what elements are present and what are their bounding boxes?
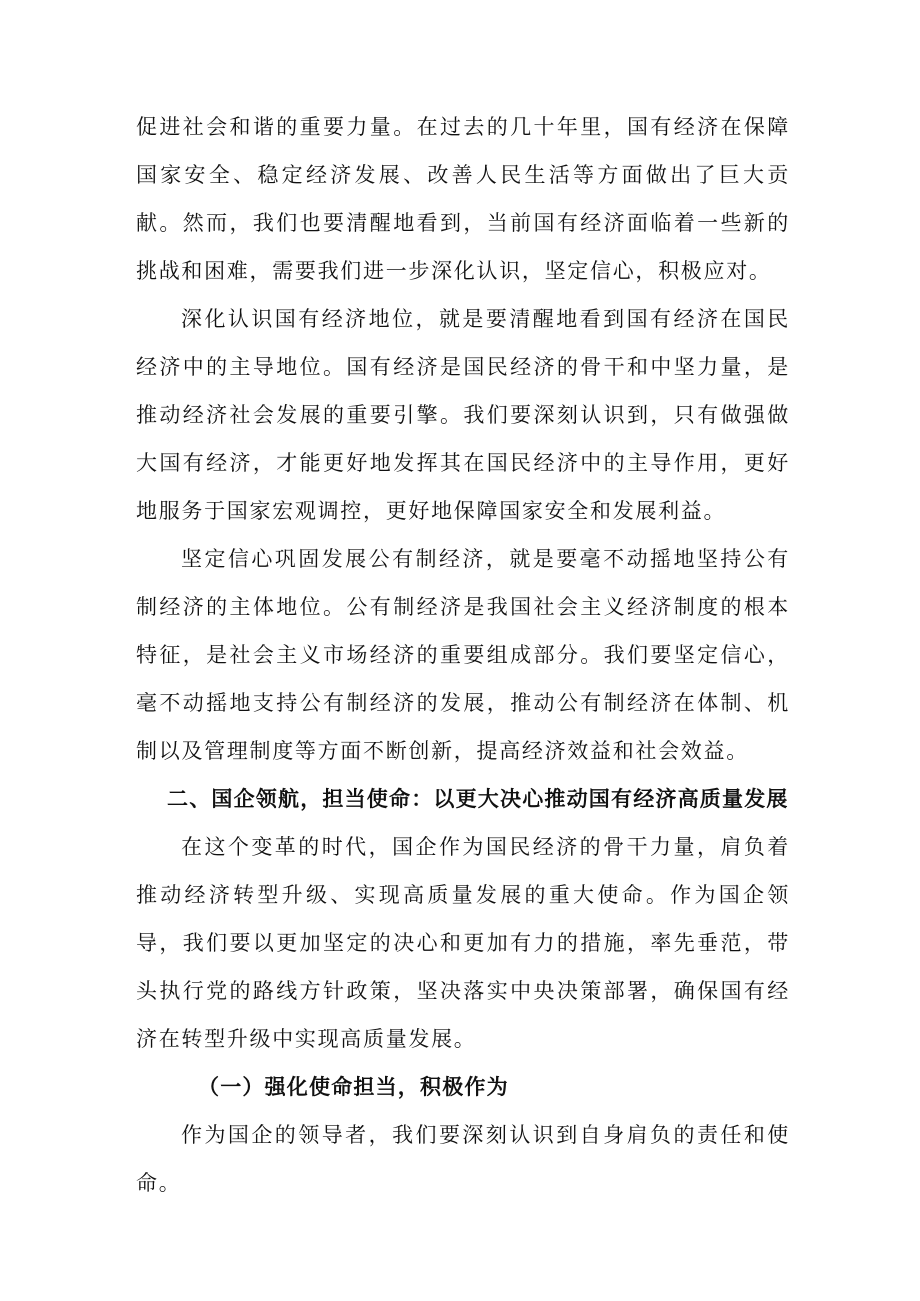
document-page bbox=[136, 103, 790, 1207]
paragraph-public-ownership: 坚定信心巩固发展公有制经济，就是要毫不动摇地坚持公有制经济的主体地位。公有制经济是我国社会主义经济制度的根本特征，是社会主义市场经济的重要组成部分。我们要坚定信心，毫不动摇地支持公有制经济的发展，推动公有制经济在体制、机制以及管理制度等方面不断创新，提高经济效益和社会效益。 bbox=[136, 547, 790, 763]
paragraph-continuation: 促进社会和谐的重要力量。在过去的几十年里，国有经济在保障国家安全、稳定经济发展、改善人民生活等方面做出了巨大贡献。然而，我们也要清醒地看到，当前国有经济面临着一些新的挑战和困难，需要我们进一步深化认识，坚定信心，积极应对。 bbox=[136, 115, 790, 283]
paragraph-soe-mission: 在这个变革的时代，国企作为国民经济的骨干力量，肩负着推动经济转型升级、实现高质量发展的重大使命。作为国企领导，我们要以更加坚定的决心和更加有力的措施，率先垂范，带头执行党的路线方针政策，坚决落实中央决策部署，确保国有经济在转型升级中实现高质量发展。 bbox=[136, 835, 790, 1051]
paragraph-state-economy-status: 深化认识国有经济地位，就是要清醒地看到国有经济在国民经济中的主导地位。国有经济是国民经济的骨干和中坚力量，是推动经济社会发展的重要引擎。我们要深刻认识到，只有做强做大国有经济，才能更好地发挥其在国民经济中的主导作用，更好地服务于国家宏观调控，更好地保障国家安全和发展利益。 bbox=[136, 307, 790, 523]
section-heading-2: 二、国企领航，担当使命：以更大决心推动国有经济高质量发展 bbox=[167, 787, 789, 811]
subsection-heading-1: （一）强化使命担当，积极作为 bbox=[198, 1075, 509, 1099]
paragraph-leader-responsibility: 作为国企的领导者，我们要深刻认识到自身肩负的责任和使命。 bbox=[136, 1123, 790, 1195]
